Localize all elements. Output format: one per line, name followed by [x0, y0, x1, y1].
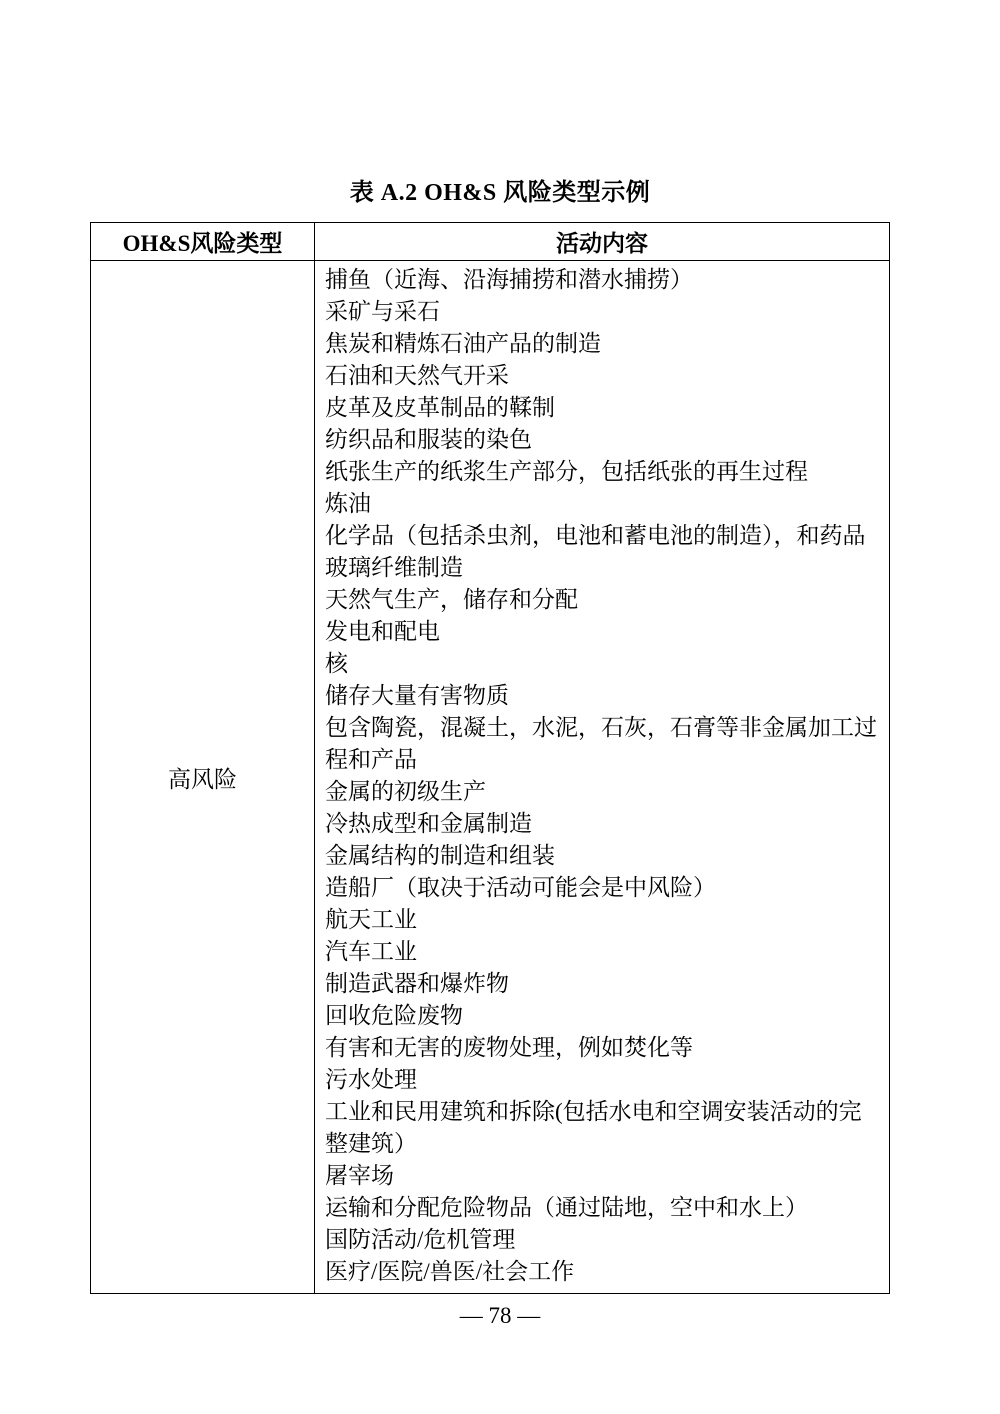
header-cell-risk-type: OH&S风险类型 — [91, 223, 315, 261]
activity-item: 有害和无害的废物处理，例如焚化等 — [325, 1035, 693, 1060]
table-row — [91, 261, 890, 1294]
activity-item: 医疗/医院/兽医/社会工作 — [325, 1259, 575, 1284]
activity-item: 包含陶瓷，混凝土，水泥，石灰，石膏等非金属加工过程和产品 — [325, 715, 877, 772]
activity-item: 金属的初级生产 — [325, 779, 486, 804]
activity-item: 造船厂（取决于活动可能会是中风险） — [325, 875, 716, 900]
activity-item: 核 — [325, 651, 348, 676]
activity-item: 航天工业 — [325, 907, 417, 932]
risk-type-cell: 高风险 — [91, 261, 315, 1294]
activity-item: 金属结构的制造和组装 — [325, 843, 555, 868]
activity-item: 运输和分配危险物品（通过陆地，空中和水上） — [325, 1195, 808, 1220]
activity-item: 纺织品和服装的染色 — [325, 427, 532, 452]
page-number: — 78 — — [459, 1303, 541, 1328]
activity-item: 国防活动/危机管理 — [325, 1227, 516, 1252]
activities-cell — [315, 261, 890, 1294]
activity-item: 采矿与采石 — [325, 299, 440, 324]
activity-item: 天然气生产，储存和分配 — [325, 587, 578, 612]
activity-item: 制造武器和爆炸物 — [325, 971, 509, 996]
activity-item: 玻璃纤维制造 — [325, 555, 463, 580]
activity-item: 石油和天然气开采 — [325, 363, 509, 388]
table-caption: 表 A.2 OH&S 风险类型示例 — [349, 180, 651, 206]
activity-item: 工业和民用建筑和拆除(包括水电和空调安装活动的完整建筑） — [325, 1099, 862, 1156]
header-cell-activity: 活动内容 — [315, 223, 890, 261]
activity-item: 屠宰场 — [325, 1163, 394, 1188]
activity-item: 回收危险废物 — [325, 1003, 463, 1028]
activity-item: 发电和配电 — [325, 619, 440, 644]
table-header-row — [91, 223, 890, 261]
activity-item: 捕鱼（近海、沿海捕捞和潜水捕捞） — [325, 267, 693, 292]
activity-item: 皮革及皮革制品的鞣制 — [325, 395, 555, 420]
activity-item: 纸张生产的纸浆生产部分，包括纸张的再生过程 — [325, 459, 808, 484]
activity-item: 化学品（包括杀虫剂，电池和蓄电池的制造），和药品 — [325, 523, 866, 548]
activity-item: 汽车工业 — [325, 939, 417, 964]
activity-item: 炼油 — [325, 491, 371, 516]
activity-item: 焦炭和精炼石油产品的制造 — [325, 331, 601, 356]
risk-type-table — [90, 222, 890, 1294]
activity-item: 污水处理 — [325, 1067, 417, 1092]
activity-item: 储存大量有害物质 — [325, 683, 509, 708]
activity-item: 冷热成型和金属制造 — [325, 811, 532, 836]
